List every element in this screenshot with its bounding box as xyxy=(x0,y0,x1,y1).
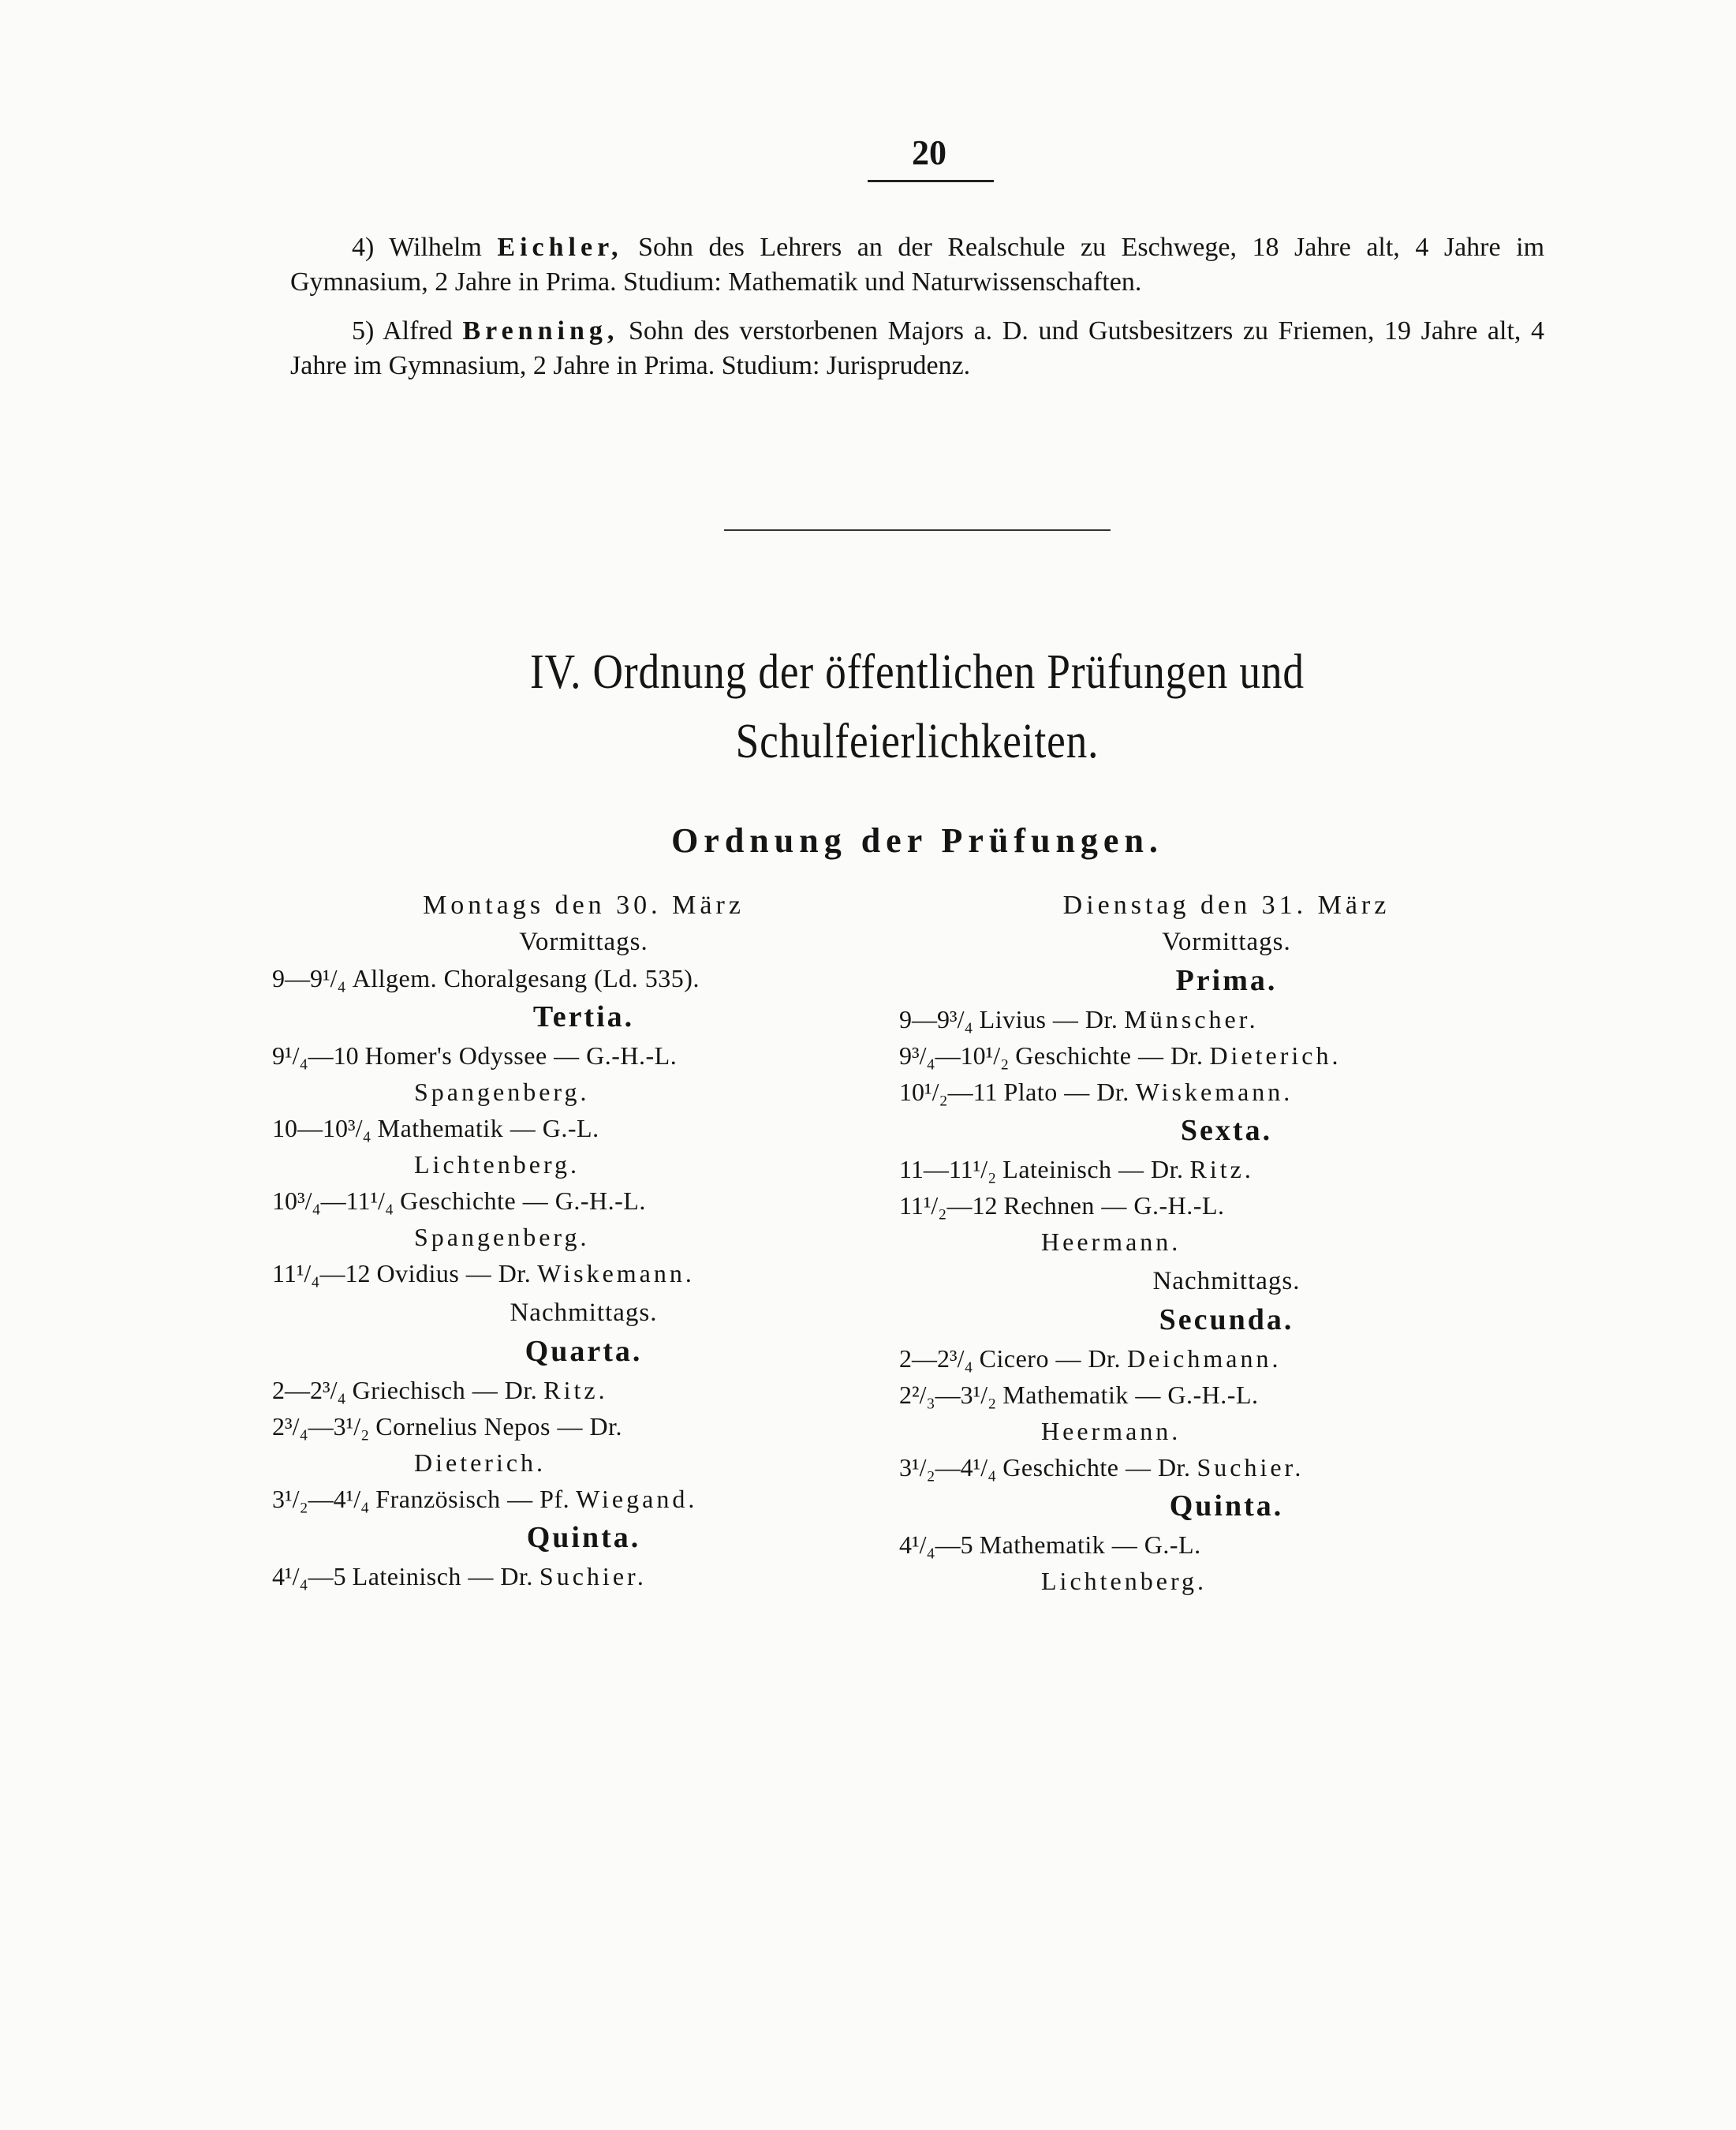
page-number-rule xyxy=(868,180,994,182)
entry-subject: Mathematik — G.-L. xyxy=(979,1530,1201,1559)
class-heading: Quarta. xyxy=(525,1335,643,1368)
class-heading: Quinta. xyxy=(1169,1489,1284,1523)
student-number: 5) xyxy=(352,316,375,346)
entry-teacher: Münscher. xyxy=(1124,1005,1259,1033)
schedule-entry xyxy=(272,1372,895,1408)
entry-time: 4¹/₄—5 xyxy=(272,1562,346,1590)
schedule-entry xyxy=(272,1183,895,1255)
day-heading: Dienstag den 31. März xyxy=(1062,891,1391,920)
entry-time: 2—2³/₄ xyxy=(272,1376,346,1404)
schedule-entry xyxy=(899,1074,1522,1110)
entry-teacher: Heermann. xyxy=(1041,1417,1182,1445)
entry-subject: Mathematik — G.-H.-L. xyxy=(1002,1381,1259,1409)
section-title-line1: Ordnung der öffentlichen Prüfungen und xyxy=(592,645,1305,699)
entry-teacher: Wiegand. xyxy=(576,1485,698,1513)
schedule-entry xyxy=(272,1408,895,1481)
entry-subject: Homer's Odyssee — G.-H.-L. xyxy=(364,1041,678,1070)
student-list xyxy=(290,230,1544,398)
entry-time: 9—9¹/₄ xyxy=(272,964,346,992)
class-heading: Quinta. xyxy=(526,1521,641,1554)
entry-time: 2—2³/₄ xyxy=(899,1344,973,1373)
tuesday-schedule xyxy=(899,888,1522,1599)
section-heading xyxy=(378,637,1456,776)
period-label: Vormittags. xyxy=(519,928,648,956)
schedule-entry xyxy=(899,1526,1522,1599)
schedule-entry xyxy=(899,1001,1522,1037)
entry-subject: Lateinisch — Dr. xyxy=(352,1562,533,1590)
entry-teacher: Ritz. xyxy=(1189,1155,1254,1183)
student-number: 4) xyxy=(352,233,375,262)
student-entry xyxy=(290,314,1544,383)
schedule-entry xyxy=(272,1481,895,1517)
entry-time: 2²/₃—3¹/₂ xyxy=(899,1381,997,1409)
entry-subject: Livius — Dr. xyxy=(979,1005,1118,1033)
entry-teacher: Deichmann. xyxy=(1126,1344,1282,1373)
entry-time: 3¹/₂—4¹/₄ xyxy=(899,1453,997,1482)
entry-time: 2³/₄—3¹/₂ xyxy=(272,1412,370,1441)
class-heading: Tertia. xyxy=(532,1000,635,1033)
entry-teacher: Suchier. xyxy=(539,1562,647,1590)
entry-subject: Plato — Dr. xyxy=(1003,1078,1129,1106)
student-last-name: Brenning, xyxy=(462,316,619,346)
entry-teacher: Suchier. xyxy=(1197,1453,1305,1482)
schedule-entry xyxy=(899,1449,1522,1485)
entry-time: 9³/₄—10¹/₂ xyxy=(899,1041,1010,1070)
day-heading: Montags den 30. März xyxy=(423,891,745,920)
entry-subject: Lateinisch — Dr. xyxy=(1002,1155,1184,1183)
schedule-entry xyxy=(272,1255,895,1291)
period-label: Nachmittags. xyxy=(510,1299,658,1327)
entry-time: 11¹/₂—12 xyxy=(899,1191,998,1220)
entry-teacher: Dieterich. xyxy=(414,1448,547,1477)
period-label: Nachmittags. xyxy=(1152,1267,1301,1295)
entry-time: 11—11¹/₂ xyxy=(899,1155,997,1183)
period-label: Vormittags. xyxy=(1162,928,1291,956)
entry-subject: Französisch — Pf. xyxy=(375,1485,570,1513)
entry-subject: Mathematik — G.-L. xyxy=(377,1114,599,1142)
schedule-entry xyxy=(899,1340,1522,1377)
student-entry xyxy=(290,230,1544,300)
entry-subject: Cornelius Nepos — Dr. xyxy=(375,1412,622,1441)
entry-teacher: Spangenberg. xyxy=(414,1223,590,1251)
entry-teacher: Spangenberg. xyxy=(414,1078,590,1106)
schedule-entry xyxy=(899,1187,1522,1260)
entry-teacher: Lichtenberg. xyxy=(414,1150,581,1179)
entry-subject: Geschichte — Dr. xyxy=(1015,1041,1204,1070)
student-first-name: Alfred xyxy=(383,316,453,346)
schedule-entry xyxy=(272,1110,895,1183)
entry-teacher: Heermann. xyxy=(1041,1228,1182,1256)
exam-order-heading: Ordnung der Prüfungen. xyxy=(671,821,1163,860)
entry-time: 11¹/₄—12 xyxy=(272,1259,371,1287)
entry-time: 10¹/₂—11 xyxy=(899,1078,998,1106)
schedule-entry xyxy=(899,1151,1522,1187)
student-details: 18 Jahre alt, 4 Jahre im Gymnasium, 2 Jahre in Prima. Studium: Mathematik und Naturwissenschaften. xyxy=(290,233,1545,297)
student-details: zu Friemen, 19 Jahre alt, 4 Jahre im Gymnasium, 2 Jahre in Prima. Studium: Jurisprudenz. xyxy=(290,316,1545,380)
class-heading: Secunda. xyxy=(1159,1303,1294,1336)
entry-teacher: Wiskemann. xyxy=(1135,1078,1294,1106)
entry-subject: Griechisch — Dr. xyxy=(352,1376,538,1404)
entry-time: 9¹/₄—10 xyxy=(272,1041,359,1070)
page-number: 20 xyxy=(912,133,946,172)
class-heading: Sexta. xyxy=(1180,1114,1273,1147)
entry-subject: Allgem. Choralgesang (Ld. 535). xyxy=(352,964,700,992)
entry-subject: Geschichte — G.-H.-L. xyxy=(400,1186,646,1215)
entry-subject: Cicero — Dr. xyxy=(979,1344,1121,1373)
entry-teacher: Dieterich. xyxy=(1209,1041,1342,1070)
entry-subject: Rechnen — G.-H.-L. xyxy=(1003,1191,1225,1220)
student-details-line1: Sohn des Lehrers an der Realschule zu Eschwege, xyxy=(638,233,1237,262)
schedule-entry xyxy=(272,1558,895,1594)
entry-time: 4¹/₄—5 xyxy=(899,1530,973,1559)
schedule-entry xyxy=(272,1037,895,1110)
schedule-entry xyxy=(899,1377,1522,1449)
section-numeral: IV. xyxy=(530,645,582,699)
entry-teacher: Wiskemann. xyxy=(537,1259,695,1287)
entry-teacher: Lichtenberg. xyxy=(1041,1567,1208,1595)
student-details-line1: Sohn des verstorbenen Majors a. D. und Gutsbesitzers xyxy=(628,316,1234,346)
entry-time: 10—10³/₄ xyxy=(272,1114,371,1142)
student-last-name: Eichler, xyxy=(497,233,623,262)
entry-teacher: Ritz. xyxy=(543,1376,608,1404)
section-title-line2: Schulfeierlichkeiten. xyxy=(735,715,1099,768)
schedule-entry xyxy=(272,960,895,996)
monday-schedule xyxy=(272,888,895,1594)
student-first-name: Wilhelm xyxy=(389,233,482,262)
class-heading: Prima. xyxy=(1175,964,1278,997)
schedule-entry xyxy=(899,1037,1522,1074)
entry-time: 9—9³/₄ xyxy=(899,1005,973,1033)
entry-subject: Geschichte — Dr. xyxy=(1002,1453,1191,1482)
entry-subject: Ovidius — Dr. xyxy=(376,1259,532,1287)
entry-time: 3¹/₂—4¹/₄ xyxy=(272,1485,370,1513)
entry-time: 10³/₄—11¹/₄ xyxy=(272,1186,394,1215)
section-divider xyxy=(724,529,1111,531)
